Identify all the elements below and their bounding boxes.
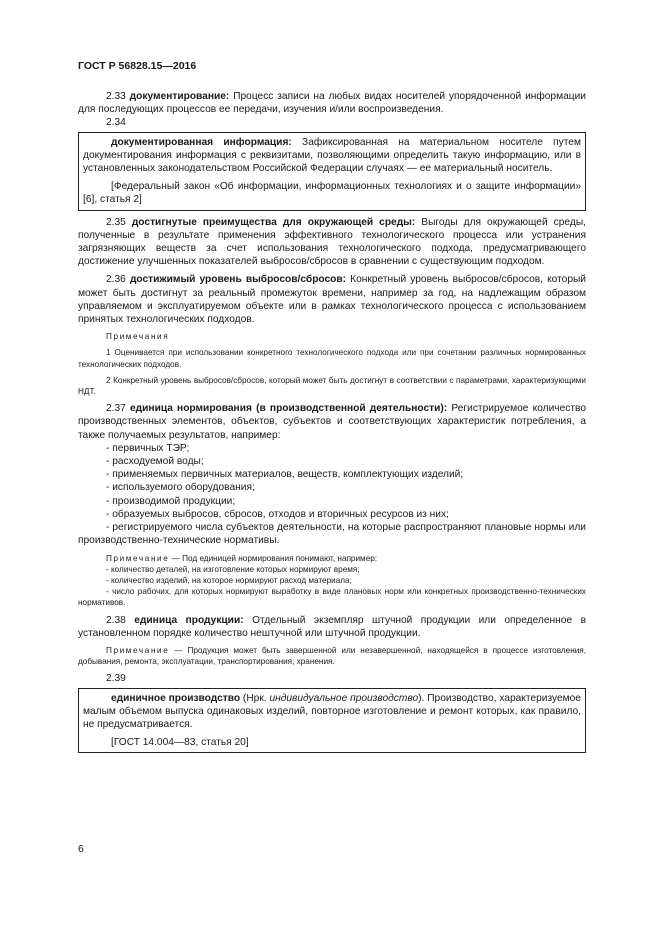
term-definition: Зафиксированная на материальном носителе путем документирования информация с реквизитами, позволяющими определить такую информацию, или в установленных законодательством Российской Федерации случаях — ее материальный носитель. (83, 136, 581, 175)
term-2-37 (78, 402, 586, 442)
term-title: документированная информация: (111, 136, 292, 148)
term-title: единица продукции: (134, 614, 244, 626)
term-ntk-open: (Нрк. (240, 692, 270, 704)
term-definition: Процесс записи на любых видах носителей упорядоченной информации для последующих процессов ее передачи, изучения и/или воспроизведения. (78, 91, 586, 116)
term-2-39-frame (78, 688, 586, 754)
term-definition: ). Производство, характеризуемое малым объемом выпуска одинаковых изделий, повторное изготовление и ремонт которых, как правило, не предусматривается. (83, 692, 581, 730)
term-title: достигнутые преимущества для окружающей среды: (131, 216, 416, 228)
page-number: 6 (78, 843, 84, 855)
term-number: 2.37 (106, 403, 126, 415)
term-title: единица нормирования (в производственной деятельности): (130, 403, 448, 415)
note-1: 1 Оценивается при использовании конкретного технологического подхода или при сочетании различных нормированных технологических подходов. (78, 348, 586, 369)
note-2: 2 Конкретный уровень выбросов/сбросов, который может быть достигнут в соответствии с параметрами, характеризующими НДТ. (78, 375, 586, 397)
term-source: [ГОСТ 14.004—83, статья 20] (111, 737, 249, 749)
list-item: - первичных ТЭР; (106, 442, 190, 454)
term-definition: Отдельный экземпляр штучной продукции или определенное в установленном порядке количество нештучной или штучной продукции. (78, 614, 586, 639)
note-list-item: - число рабочих, для которых нормируют выработку в виде плановых норм или конкретных производственно-технических нормативов. (78, 587, 586, 608)
term-2-39 (83, 692, 581, 732)
list-item: - регистрируемого числа субъектов деятельности, на которые распространяют плановые нормы или производственно-технические нормативы. (78, 522, 586, 547)
list-item: - образуемых выбросов, сбросов, отходов и вторичных ресурсов из них; (106, 508, 449, 520)
term-definition: Регистрируемое количество производственных элементов, объектов, субъектов и соответствующих характеристик потребления, а также получаемых результатов, например: (78, 403, 586, 441)
term-number: 2.36 (106, 274, 126, 286)
term-number: 2.38 (106, 614, 126, 626)
term-number: 2.35 (106, 216, 126, 228)
list-item: - применяемых первичных материалов, веществ, комплектующих изделий; (106, 469, 464, 481)
note-label: Примечание (106, 553, 170, 563)
term-2-36 (78, 273, 586, 326)
note-list-item: - количество изделий, на которое нормируют расход материала; (106, 575, 352, 585)
term-2-38 (78, 614, 586, 640)
term-definition: Выгоды для окружающей среды, полученные в результате применения эффективного технологического процесса или устранения загрязняющих веществ за счет использования технологического подхода, предусматривающего достижение улучшенных показателей выбросов/сбросов в сравнении с существующим подходом. (78, 216, 586, 268)
standard-header: ГОСТ Р 56828.15—2016 (78, 60, 197, 72)
term-2-34 (83, 136, 581, 176)
term-title: единичное производство (111, 692, 241, 704)
term-title: документирование: (129, 91, 230, 102)
note-label: Примечание (106, 645, 170, 655)
note-text: — Продукция может быть завершенной или незавершенной, находящейся в процессе изготовления, добывания, ремонта, эксплуатации, транспортирования, хранения. (78, 645, 586, 667)
document-body (78, 90, 586, 753)
list-item: - расходуемой воды; (106, 456, 204, 468)
term-2-39-number: 2.39 (106, 673, 126, 685)
term-ntk: индивидуальное производство (269, 692, 419, 704)
term-definition: Конкретный уровень выбросов/сбросов, который может быть достигнут за реальный промежуток времени, например за год, на надлежащим образом управляемом и эксплуатируемом объекте или в рамках технологического процесса с использованием принятых технологических подходов. (78, 274, 586, 326)
list-item: - производимой продукции; (106, 495, 236, 507)
term-2-33 (78, 90, 586, 116)
term-source: [Федеральный закон «Об информации, информационных технологиях и о защите информации» [6], статья 2] (83, 181, 581, 206)
note-list-item: - количество деталей, на изготовление которых нормируют время; (106, 564, 360, 574)
term-2-35 (78, 216, 586, 269)
note-text: — Под единицей нормирования понимают, например: (169, 553, 378, 563)
term-2-34-frame (78, 132, 586, 211)
term-2-34-number: 2.34 (106, 117, 126, 129)
term-number: 2.33 (106, 91, 126, 102)
list-item: - используемого оборудования; (106, 482, 255, 494)
note (78, 553, 586, 564)
notes-title: Примечания (106, 332, 170, 342)
note (78, 645, 586, 667)
term-title: достижимый уровень выбросов/сбросов: (129, 274, 347, 286)
